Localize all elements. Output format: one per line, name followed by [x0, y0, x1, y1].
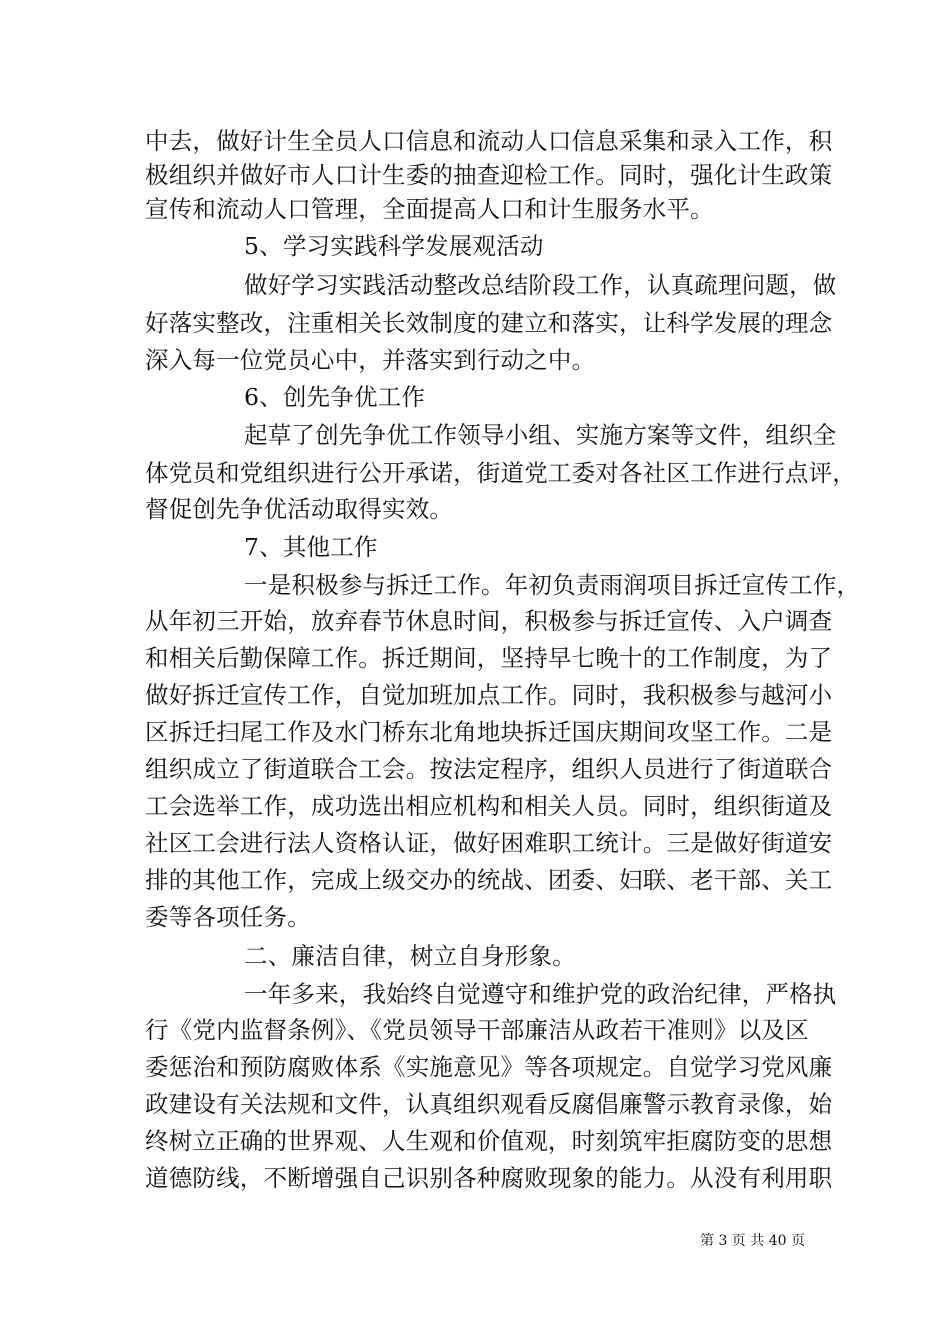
text-line: 道德防线，不断增强自己识别各种腐败现象的能力。从没有利用职	[145, 1164, 833, 1192]
section-heading: 5、学习实践科学发展观活动	[244, 232, 544, 260]
text-line: 做好拆迁宣传工作，自觉加班加点工作。同时，我积极参与越河小	[145, 681, 833, 709]
text-line: 终树立正确的世界观、人生观和价值观，时刻筑牢拒腐防变的思想	[145, 1127, 833, 1155]
text-line: 区拆迁扫尾工作及水门桥东北角地块拆迁国庆期间攻坚工作。二是	[145, 718, 833, 746]
text-line: 体党员和党组织进行公开承诺，街道党工委对各社区工作进行点评，	[145, 459, 856, 487]
text-line: 极组织并做好市人口计生委的抽查迎检工作。同时，强化计生政策	[145, 161, 833, 189]
text-line: 起草了创先争优工作领导小组、实施方案等文件，组织全	[244, 421, 837, 449]
text-line: 深入每一位党员心中，并落实到行动之中。	[145, 346, 596, 374]
text-line: 社区工会进行法人资格认证，做好困难职工统计。三是做好街道安	[145, 829, 833, 857]
section-heading: 7、其他工作	[244, 533, 378, 561]
text-line: 政建设有关法规和文件，认真组织观看反腐倡廉警示教育录像，始	[145, 1090, 833, 1118]
text-line: 行《党内监督条例》、《党员领导干部廉洁从政若干准则》以及区	[145, 1016, 809, 1044]
text-line: 做好学习实践活动整改总结阶段工作，认真疏理问题，做	[244, 271, 837, 299]
text-line: 工会选举工作，成功选出相应机构和相关人员。同时，组织街道及	[145, 792, 833, 820]
text-line: 一是积极参与拆迁工作。年初负责雨润项目拆迁宣传工作，	[244, 571, 861, 599]
text-line: 委惩治和预防腐败体系《实施意见》等各项规定。自觉学习党风廉	[145, 1053, 833, 1081]
section-heading: 二、廉洁自律，树立自身形象。	[244, 942, 576, 970]
page-number: 第 3 页 共 40 页	[700, 1233, 805, 1249]
text-line: 排的其他工作，完成上级交办的统战、团委、妇联、老干部、关工	[145, 866, 833, 894]
text-line: 组织成立了街道联合工会。按法定程序，组织人员进行了街道联合	[145, 755, 833, 783]
section-heading: 6、创先争优工作	[244, 383, 426, 411]
text-line: 委等各项任务。	[145, 903, 311, 931]
text-line: 从年初三开始，放弃春节休息时间，积极参与拆迁宣传、入户调查	[145, 607, 833, 635]
text-line: 中去，做好计生全员人口信息和流动人口信息采集和录入工作，积	[145, 127, 833, 155]
text-line: 一年多来，我始终自觉遵守和维护党的政治纪律，严格执	[244, 980, 837, 1008]
text-line: 宣传和流动人口管理，全面提高人口和计生服务水平。	[145, 195, 714, 223]
text-line: 督促创先争优活动取得实效。	[145, 495, 454, 523]
text-line: 和相关后勤保障工作。拆迁期间，坚持早七晚十的工作制度，为了	[145, 644, 833, 672]
text-line: 好落实整改，注重相关长效制度的建立和落实，让科学发展的理念	[145, 309, 833, 337]
